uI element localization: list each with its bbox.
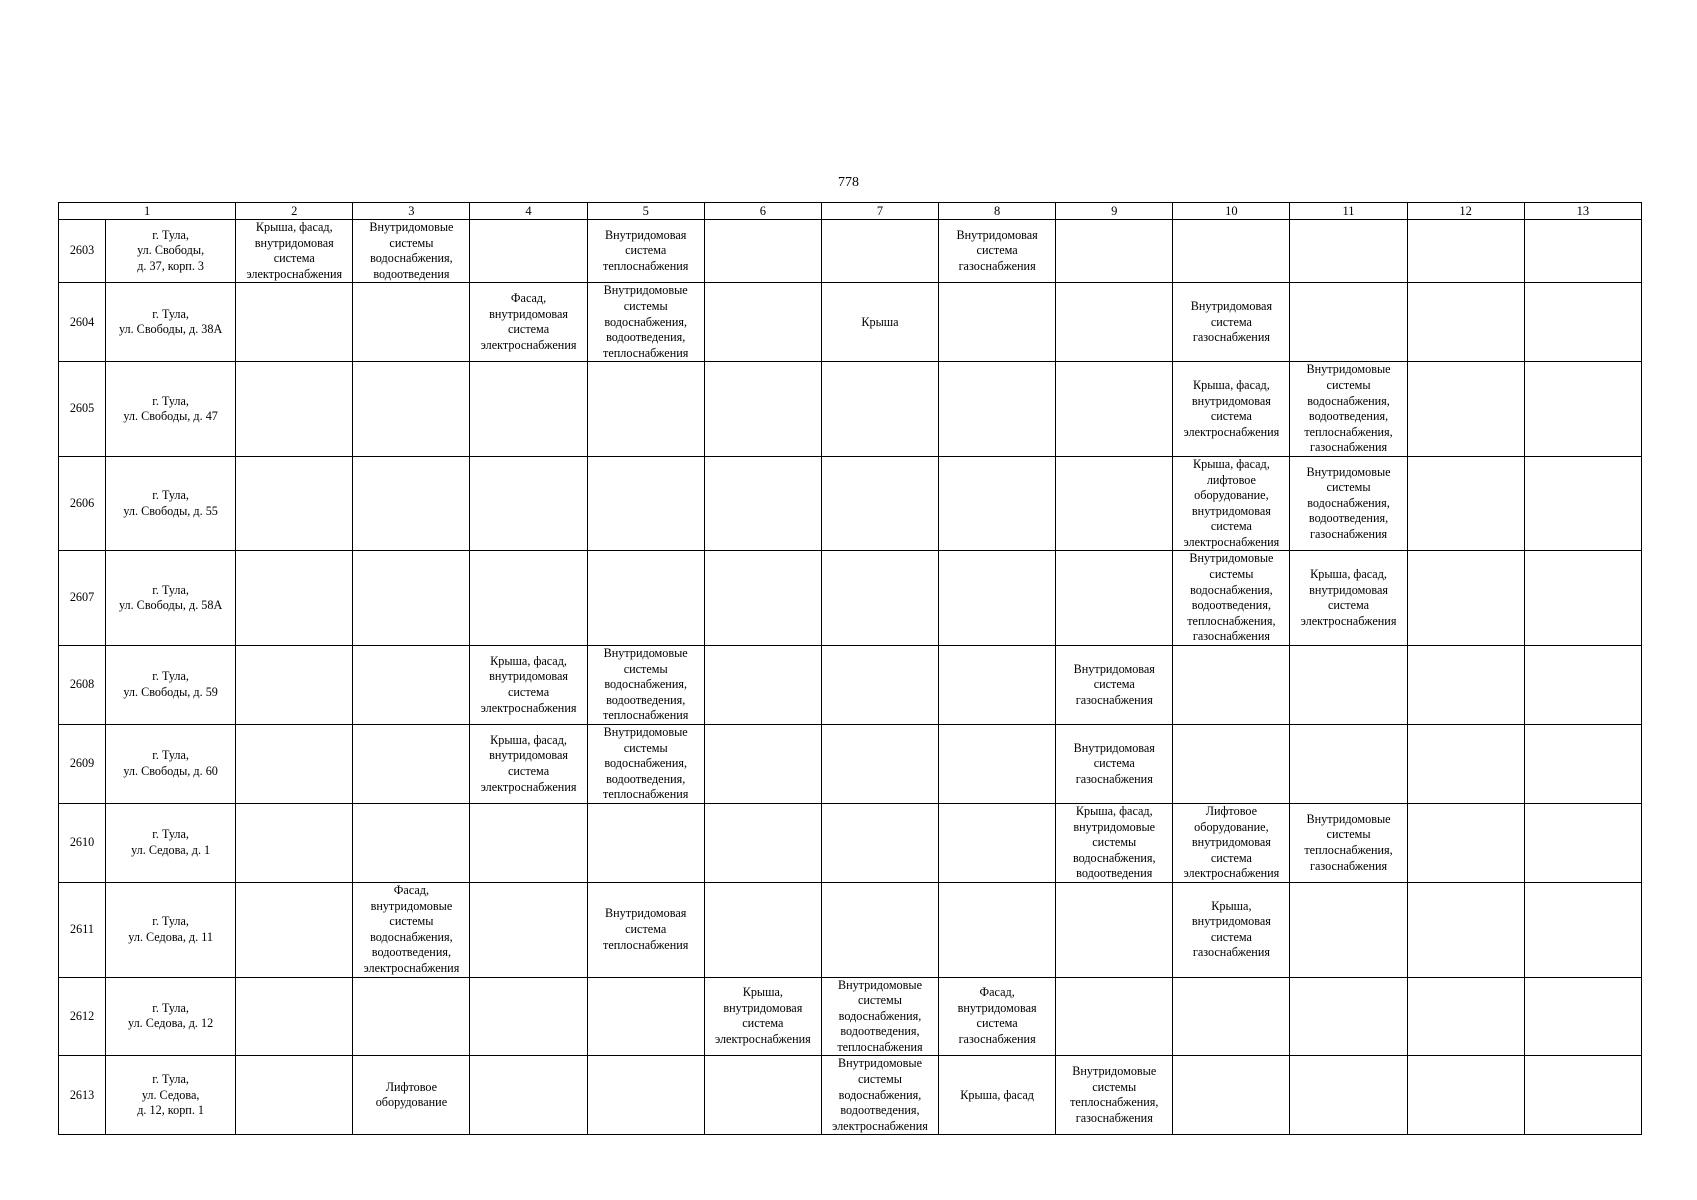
- table-row: [59, 362, 1642, 457]
- capital-repair-table: [58, 202, 1642, 1135]
- work-cell-col-9: [1056, 362, 1173, 457]
- work-text: Внутридомовая система газоснабжения: [1073, 661, 1155, 707]
- address-cell: [106, 725, 236, 804]
- work-cell-col-4: [470, 551, 587, 646]
- address-text: г. Тула, ул. Седова, д. 11: [128, 914, 213, 944]
- work-text: Лифтовое оборудование: [375, 1079, 448, 1110]
- work-text: Внутридомовые системы водоснабжения, водоотведения, теплоснабжения: [603, 725, 689, 802]
- work-cell-col-12: [1407, 646, 1524, 725]
- work-cell-col-9: [1056, 646, 1173, 725]
- work-cell-col-12: [1407, 220, 1524, 283]
- work-cell-col-10: [1173, 551, 1290, 646]
- table-row: [59, 220, 1642, 283]
- work-cell-col-6: [704, 283, 821, 362]
- column-header: 1: [59, 203, 236, 220]
- table-row: [59, 977, 1642, 1056]
- work-cell-col-10: [1173, 646, 1290, 725]
- address-text: г. Тула, ул. Седова, д. 1: [131, 827, 211, 857]
- work-cell-col-11: [1290, 1056, 1407, 1135]
- work-cell-col-2: [236, 725, 353, 804]
- work-cell-col-12: [1407, 551, 1524, 646]
- work-cell-col-12: [1407, 977, 1524, 1056]
- work-text: Крыша, внутридомовая система газоснабжения: [1191, 898, 1271, 960]
- work-text: Крыша: [861, 314, 899, 329]
- work-cell-col-12: [1407, 803, 1524, 882]
- row-number: 2604: [59, 283, 106, 362]
- work-cell-col-8: [939, 646, 1056, 725]
- work-cell-col-2: [236, 803, 353, 882]
- work-cell-col-3: [353, 283, 470, 362]
- work-text: Внутридомовые системы водоснабжения, водоотведения, теплоснабжения, газоснабжения: [1304, 362, 1393, 455]
- table-body: [59, 220, 1642, 1135]
- address-text: г. Тула, ул. Свободы, д. 47: [123, 393, 218, 424]
- work-cell-col-10: [1173, 456, 1290, 551]
- table-row: [59, 1056, 1642, 1135]
- work-cell-col-9: [1056, 551, 1173, 646]
- work-text: Внутридомовая система газоснабжения: [956, 227, 1038, 273]
- work-cell-col-8: [939, 456, 1056, 551]
- address-cell: [106, 803, 236, 882]
- work-cell-col-8: [939, 882, 1056, 977]
- work-cell-col-9: [1056, 283, 1173, 362]
- work-cell-col-13: [1524, 977, 1641, 1056]
- column-header: 4: [470, 203, 587, 220]
- work-cell-col-13: [1524, 283, 1641, 362]
- work-cell-col-11: [1290, 220, 1407, 283]
- work-cell-col-5: [587, 803, 704, 882]
- table-row: [59, 283, 1642, 362]
- work-text: Внутридомовая система теплоснабжения: [603, 906, 689, 952]
- work-text: Внутридомовая система теплоснабжения: [603, 227, 689, 273]
- address-cell: [106, 646, 236, 725]
- work-cell-col-13: [1524, 803, 1641, 882]
- address-cell: [106, 220, 236, 283]
- work-cell-col-5: [587, 882, 704, 977]
- row-number: 2608: [59, 646, 106, 725]
- page-number: 778: [838, 175, 859, 190]
- work-cell-col-13: [1524, 220, 1641, 283]
- work-cell-col-13: [1524, 1056, 1641, 1135]
- work-cell-col-2: [236, 551, 353, 646]
- address-text: г. Тула, ул. Свободы, д. 38А: [118, 306, 223, 337]
- work-cell-col-6: [704, 551, 821, 646]
- work-cell-col-7: [821, 803, 938, 882]
- work-cell-col-11: [1290, 977, 1407, 1056]
- work-text: Внутридомовые системы водоснабжения, водоотведения, теплоснабжения: [603, 646, 689, 723]
- work-cell-col-5: [587, 283, 704, 362]
- work-cell-col-3: [353, 803, 470, 882]
- work-cell-col-11: [1290, 725, 1407, 804]
- table-row: [59, 725, 1642, 804]
- work-cell-col-8: [939, 725, 1056, 804]
- work-cell-col-4: [470, 977, 587, 1056]
- address-cell: [106, 1056, 236, 1135]
- work-cell-col-7: [821, 456, 938, 551]
- work-cell-col-3: [353, 882, 470, 977]
- work-cell-col-5: [587, 977, 704, 1056]
- work-cell-col-10: [1173, 220, 1290, 283]
- work-cell-col-10: [1173, 803, 1290, 882]
- work-cell-col-12: [1407, 882, 1524, 977]
- work-cell-col-7: [821, 725, 938, 804]
- work-cell-col-6: [704, 977, 821, 1056]
- work-cell-col-5: [587, 456, 704, 551]
- address-cell: [106, 362, 236, 457]
- work-cell-col-8: [939, 220, 1056, 283]
- work-cell-col-2: [236, 283, 353, 362]
- row-number: 2609: [59, 725, 106, 804]
- work-cell-col-11: [1290, 803, 1407, 882]
- work-cell-col-2: [236, 1056, 353, 1135]
- work-cell-col-2: [236, 362, 353, 457]
- work-text: Внутридомовые системы теплоснабжения, газоснабжения: [1304, 811, 1393, 873]
- work-cell-col-5: [587, 220, 704, 283]
- column-header: 7: [821, 203, 938, 220]
- work-cell-col-8: [939, 803, 1056, 882]
- work-cell-col-10: [1173, 977, 1290, 1056]
- work-cell-col-13: [1524, 551, 1641, 646]
- work-cell-col-4: [470, 456, 587, 551]
- work-cell-col-4: [470, 1056, 587, 1135]
- work-text: Крыша, фасад, внутридомовая система электроснабжения: [480, 653, 577, 715]
- work-text: Фасад, внутридомовые системы водоснабжения, водоотведения, электроснабжения: [363, 882, 460, 975]
- work-cell-col-2: [236, 882, 353, 977]
- work-text: Крыша, фасад, внутридомовая система электроснабжения: [1183, 377, 1280, 439]
- work-cell-col-4: [470, 283, 587, 362]
- work-cell-col-7: [821, 220, 938, 283]
- work-cell-col-9: [1056, 977, 1173, 1056]
- work-cell-col-9: [1056, 1056, 1173, 1135]
- work-text: Крыша, фасад, внутридомовая система электроснабжения: [480, 732, 577, 794]
- work-cell-col-8: [939, 551, 1056, 646]
- address-text: г. Тула, ул. Свободы, д. 55: [123, 488, 218, 518]
- column-header: 2: [236, 203, 353, 220]
- work-cell-col-11: [1290, 551, 1407, 646]
- work-cell-col-8: [939, 283, 1056, 362]
- work-text: Крыша, фасад, внутридомовая система электроснабжения: [1300, 567, 1397, 628]
- work-cell-col-5: [587, 646, 704, 725]
- work-cell-col-6: [704, 646, 821, 725]
- work-text: Фасад, внутридомовая система электроснабжения: [480, 291, 577, 352]
- work-cell-col-3: [353, 1056, 470, 1135]
- work-cell-col-4: [470, 803, 587, 882]
- work-cell-col-10: [1173, 725, 1290, 804]
- work-cell-col-13: [1524, 646, 1641, 725]
- column-header: 12: [1407, 203, 1524, 220]
- work-text: Крыша, фасад, внутридомовые системы водоснабжения, водоотведения: [1072, 803, 1156, 881]
- work-cell-col-3: [353, 646, 470, 725]
- work-cell-col-6: [704, 882, 821, 977]
- work-cell-col-13: [1524, 725, 1641, 804]
- work-text: Внутридомовые системы водоснабжения, водоотведения, теплоснабжения, газоснабжения: [1187, 551, 1276, 644]
- work-cell-col-13: [1524, 456, 1641, 551]
- work-cell-col-11: [1290, 283, 1407, 362]
- table-row: [59, 803, 1642, 882]
- work-cell-col-7: [821, 551, 938, 646]
- work-cell-col-9: [1056, 456, 1173, 551]
- work-cell-col-12: [1407, 283, 1524, 362]
- work-cell-col-2: [236, 456, 353, 551]
- work-cell-col-6: [704, 456, 821, 551]
- column-header: 3: [353, 203, 470, 220]
- address-cell: [106, 977, 236, 1056]
- row-number: 2606: [59, 456, 106, 551]
- work-cell-col-3: [353, 977, 470, 1056]
- work-cell-col-6: [704, 803, 821, 882]
- work-cell-col-6: [704, 1056, 821, 1135]
- work-cell-col-12: [1407, 362, 1524, 457]
- work-cell-col-2: [236, 977, 353, 1056]
- row-number: 2603: [59, 220, 106, 283]
- address-text: г. Тула, ул. Свободы, д. 37, корп. 3: [137, 227, 205, 273]
- work-cell-col-10: [1173, 1056, 1290, 1135]
- work-cell-col-12: [1407, 1056, 1524, 1135]
- table-row: [59, 456, 1642, 551]
- work-cell-col-2: [236, 220, 353, 283]
- work-text: Внутридомовые системы водоснабжения, водоотведения, газоснабжения: [1306, 464, 1391, 542]
- work-cell-col-11: [1290, 882, 1407, 977]
- work-cell-col-4: [470, 362, 587, 457]
- address-cell: [106, 283, 236, 362]
- work-cell-col-3: [353, 551, 470, 646]
- work-text: Крыша, фасад, лифтовое оборудование, внутридомовая система электроснабжения: [1183, 456, 1280, 549]
- work-cell-col-13: [1524, 362, 1641, 457]
- work-text: Крыша, внутридомовая система электроснабжения: [714, 985, 811, 1047]
- work-cell-col-6: [704, 220, 821, 283]
- row-number: 2612: [59, 977, 106, 1056]
- work-cell-col-5: [587, 725, 704, 804]
- work-cell-col-4: [470, 220, 587, 283]
- work-cell-col-2: [236, 646, 353, 725]
- work-cell-col-7: [821, 882, 938, 977]
- work-text: Внутридомовые системы водоснабжения, водоотведения, электроснабжения: [832, 1056, 928, 1133]
- work-cell-col-4: [470, 882, 587, 977]
- work-cell-col-7: [821, 362, 938, 457]
- work-cell-col-10: [1173, 882, 1290, 977]
- work-cell-col-7: [821, 283, 938, 362]
- address-text: г. Тула, ул. Свободы, д. 59: [123, 669, 218, 700]
- row-number: 2611: [59, 882, 106, 977]
- work-cell-col-13: [1524, 882, 1641, 977]
- work-text: Внутридомовые системы водоснабжения, водоотведения: [369, 220, 454, 281]
- column-header: 5: [587, 203, 704, 220]
- work-cell-col-6: [704, 725, 821, 804]
- work-text: Внутридомовые системы теплоснабжения, газоснабжения: [1070, 1064, 1159, 1126]
- table-row: [59, 646, 1642, 725]
- work-text: Фасад, внутридомовая система газоснабжения: [957, 985, 1037, 1047]
- row-number: 2613: [59, 1056, 106, 1135]
- column-header: 8: [939, 203, 1056, 220]
- work-cell-col-11: [1290, 456, 1407, 551]
- work-cell-col-9: [1056, 803, 1173, 882]
- work-cell-col-3: [353, 220, 470, 283]
- work-cell-col-7: [821, 977, 938, 1056]
- work-cell-col-7: [821, 646, 938, 725]
- row-number: 2605: [59, 362, 106, 457]
- column-header: 6: [704, 203, 821, 220]
- work-text: Внутридомовая система газоснабжения: [1073, 740, 1155, 786]
- work-cell-col-5: [587, 551, 704, 646]
- work-cell-col-8: [939, 362, 1056, 457]
- work-cell-col-4: [470, 725, 587, 804]
- address-text: г. Тула, ул. Седова, д. 12, корп. 1: [137, 1072, 205, 1118]
- work-cell-col-8: [939, 977, 1056, 1056]
- column-number-row: [59, 203, 1642, 220]
- work-text: Внутридомовая система газоснабжения: [1190, 298, 1273, 345]
- work-cell-col-9: [1056, 220, 1173, 283]
- work-cell-col-7: [821, 1056, 938, 1135]
- work-cell-col-5: [587, 362, 704, 457]
- work-text: Крыша, фасад: [960, 1087, 1034, 1102]
- address-cell: [106, 551, 236, 646]
- work-cell-col-10: [1173, 362, 1290, 457]
- work-cell-col-9: [1056, 882, 1173, 977]
- work-text: Лифтовое оборудование, внутридомовая система электроснабжения: [1183, 803, 1280, 881]
- work-cell-col-8: [939, 1056, 1056, 1135]
- work-text: Крыша, фасад, внутридомовая система электроснабжения: [246, 220, 343, 281]
- work-cell-col-6: [704, 362, 821, 457]
- table-row: [59, 551, 1642, 646]
- column-header: 13: [1524, 203, 1641, 220]
- work-cell-col-3: [353, 725, 470, 804]
- work-cell-col-5: [587, 1056, 704, 1135]
- work-cell-col-3: [353, 456, 470, 551]
- address-cell: [106, 456, 236, 551]
- table-row: [59, 882, 1642, 977]
- work-cell-col-3: [353, 362, 470, 457]
- row-number: 2610: [59, 803, 106, 882]
- work-cell-col-9: [1056, 725, 1173, 804]
- work-cell-col-11: [1290, 362, 1407, 457]
- address-cell: [106, 882, 236, 977]
- column-header: 10: [1173, 203, 1290, 220]
- row-number: 2607: [59, 551, 106, 646]
- address-text: г. Тула, ул. Седова, д. 12: [128, 1000, 214, 1031]
- work-cell-col-12: [1407, 456, 1524, 551]
- work-cell-col-12: [1407, 725, 1524, 804]
- address-text: г. Тула, ул. Свободы, д. 58А: [118, 582, 223, 613]
- address-text: г. Тула, ул. Свободы, д. 60: [123, 748, 218, 778]
- column-header: 11: [1290, 203, 1407, 220]
- column-header: 9: [1056, 203, 1173, 220]
- work-cell-col-10: [1173, 283, 1290, 362]
- work-text: Внутридомовые системы водоснабжения, водоотведения, теплоснабжения: [837, 977, 923, 1054]
- work-cell-col-11: [1290, 646, 1407, 725]
- work-cell-col-4: [470, 646, 587, 725]
- work-text: Внутридомовые системы водоснабжения, водоотведения, теплоснабжения: [603, 283, 689, 360]
